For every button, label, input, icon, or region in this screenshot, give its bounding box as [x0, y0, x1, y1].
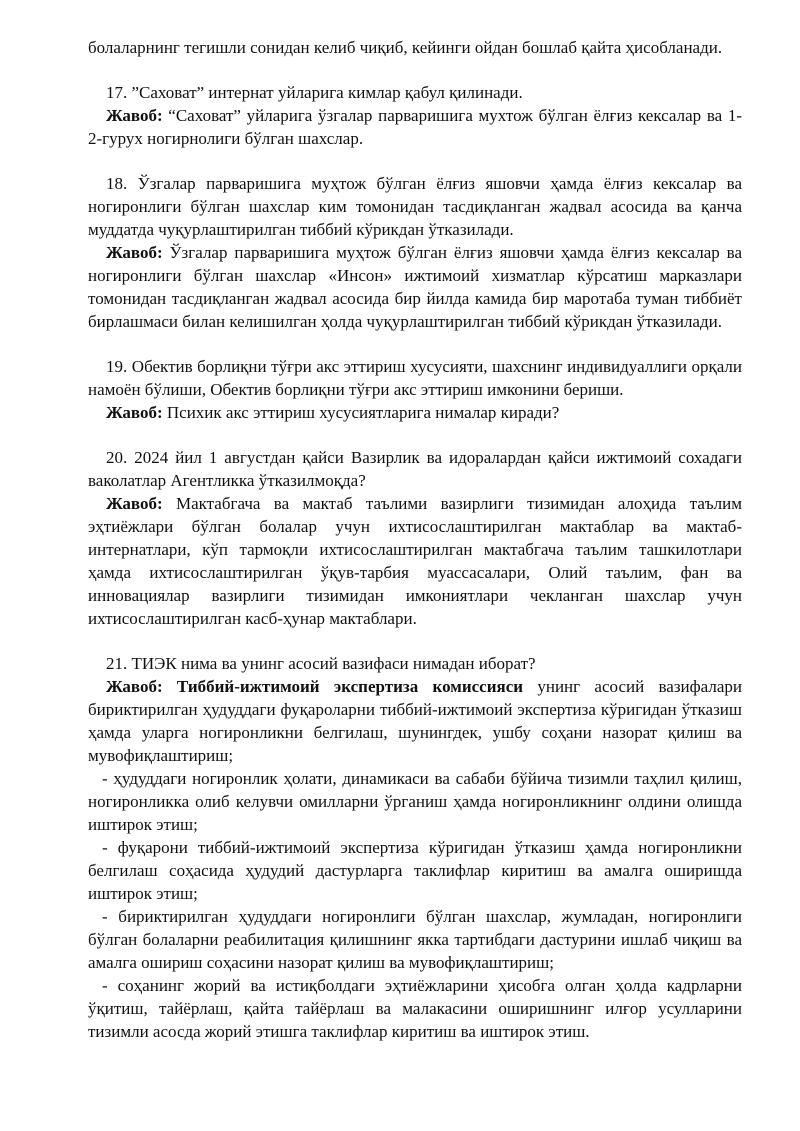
list-item: - бириктирилган ҳудуддаги ногиронлиги бўлган шахслар, жумладан, ногиронлиги бўлган болаларни реабилитация қилишнинг якка тартибдаги дастурини ишлаб чиқиш ва амалга ошириш соҳасини назорат қилиш ва мувофиқлаштириш;	[88, 907, 742, 972]
answer-text: унинг асосий вазифалари бириктирилган ҳудуддаги фуқароларни тиббий-ижтимоий экспертиза кўригидан ўтказиш ҳамда уларга ногиронликни белгилаш, шунингдек, ушбу соҳани назорат қилиш ва мувофиқлаштириш;	[88, 677, 742, 765]
answer-label: Жавоб:	[106, 106, 163, 125]
answer-20	[88, 492, 742, 630]
answer-text: “Саховат” уйларига ўзгалар парваришига мухтож бўлган ёлғиз кексалар ва 1-2-гурух ногирнолиги бўлган шахслар.	[88, 106, 742, 148]
list-item: - ҳудуддаги ногиронлик ҳолати, динамикаси ва сабаби бўйича тизимли таҳлил қилиш, ногиронликка олиб келувчи омилларни ўрганиш ҳамда ногиронликнинг олдини олишда иштирок этиш;	[88, 769, 742, 834]
answer-21	[88, 675, 742, 767]
answer-18	[88, 241, 742, 333]
answer-19	[88, 401, 742, 424]
question-17: 17. ”Саховат” интернат уйларига кимлар қабул қилинади.	[106, 83, 523, 102]
answer-text: Ўзгалар парваришига муҳтож бўлган ёлғиз яшовчи ҳамда ёлғиз кексалар ва ногиронлиги бўлган шахслар «Инсон» ижтимоий хизматлар кўрсатиш марказлари томонидан тасдиқланган жадвал асосида бир йилда камида бир маротаба туман тиббиёт бирлашмаси билан келишилган ҳолда чуқурлаштирилган тиббий кўрикдан ўтказилади.	[88, 243, 742, 331]
answer-text: Мактабгача ва мактаб таълими вазирлиги тизимидан алоҳида таълим эҳтиёжлари бўлган болалар учун ихтисослаштирилган мактаблар ва мактаб-интернатлари, кўп тармоқли ихтисослаштирилган мактабгача таълим ташкилотлари ҳамда ихтисослаштирилган ўқув-тарбия муассасалари, Олий таълим, фан ва инновациялар вазирлиги тизимидан имкониятлари чекланган шахслар учун ихтисослаштирилган касб-ҳунар мактаблари.	[88, 494, 742, 628]
question-19: 19. Обектив борлиқни тўғри акс эттириш хусусияти, шахснинг индивидуаллиги орқали намоён бўлиши, Обектив борлиқни тўғри акс эттириш имконини бериши.	[88, 357, 742, 399]
answer-text: Психик акс эттириш хусусиятларига нималар киради?	[162, 403, 560, 422]
intro-paragraph: болаларнинг тегишли сонидан келиб чиқиб, кейинги ойдан бошлаб қайта ҳисобланади.	[88, 38, 723, 57]
answer-label: Жавоб:	[106, 494, 163, 513]
answer-label: Жавоб: Тиббий-ижтимоий экспертиза комиссияси	[106, 677, 524, 696]
answer-label: Жавоб:	[106, 403, 163, 422]
list-item: - фуқарони тиббий-ижтимоий экспертиза кўригидан ўтказиш ҳамда ногиронликни белгилаш соҳасида ҳудудий дастурларга таклифлар киритиш ва амалга оширишда иштирок этиш;	[88, 838, 742, 903]
question-21: 21. ТИЭК нима ва унинг асосий вазифаси нимадан иборат?	[106, 654, 536, 673]
question-20: 20. 2024 йил 1 августдан қайси Вазирлик ва идоралардан қайси ижтимоий сохадаги ваколатлар Агентликка ўтказилмоқда?	[88, 448, 742, 490]
list-item: - соҳанинг жорий ва истиқболдаги эҳтиёжларини ҳисобга олган ҳолда кадрларни ўқитиш, тайёрлаш, қайта тайёрлаш ва малакасини оширишнинг илғор усулларини тизимли асосда жорий этишга таклифлар киритиш ва иштирок этиш.	[88, 976, 742, 1041]
answer-label: Жавоб:	[106, 243, 163, 262]
question-18: 18. Ўзгалар парваришига муҳтож бўлган ёлғиз яшовчи ҳамда ёлғиз кексалар ва ногиронлиги бўлган шахслар ким томонидан тасдиқланган жадвал асосида ва қанча муддатда чуқурлаштирилган тиббий кўрикдан ўтказилади.	[88, 174, 742, 239]
document-page	[88, 36, 742, 1043]
answer-17	[88, 104, 742, 150]
